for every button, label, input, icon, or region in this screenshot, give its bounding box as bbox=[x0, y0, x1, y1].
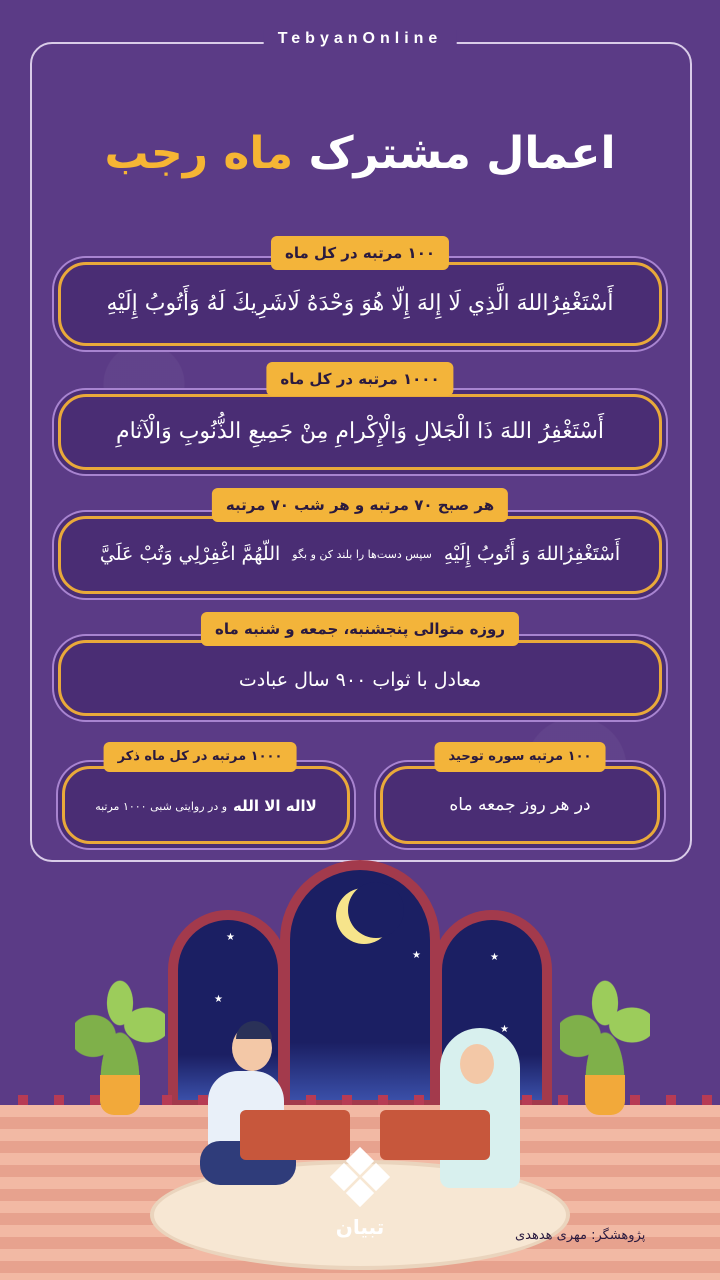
star-icon: ★ bbox=[412, 950, 421, 961]
page-title bbox=[0, 128, 720, 179]
fast-card bbox=[58, 640, 662, 716]
tag-1: ۱۰۰ مرتبه در کل ماه bbox=[271, 236, 449, 270]
dua-text-3b: اللّهُمَّ اغْفِرْلِي وَتُبْ عَلَيَّ bbox=[99, 543, 281, 565]
plant-icon bbox=[75, 970, 165, 1080]
dua-note-3: سپس دست‌ها را بلند کن و بگو bbox=[292, 547, 432, 561]
dua-card-3 bbox=[58, 516, 662, 594]
tawhid-card bbox=[380, 766, 660, 844]
star-icon: ★ bbox=[500, 1024, 509, 1035]
logo-text: تبیان bbox=[335, 1215, 385, 1239]
credit-text: پژوهشگر: مهری هدهدی bbox=[515, 1228, 646, 1243]
plant-icon bbox=[560, 970, 650, 1080]
star-icon: ★ bbox=[490, 952, 499, 963]
man-figure bbox=[200, 1025, 290, 1185]
brand-label: TebyanOnline bbox=[264, 30, 457, 48]
tag-tawhid: ۱۰۰ مرتبه سوره توحید bbox=[435, 742, 606, 772]
title-part1: اعمال مشترک bbox=[308, 128, 616, 179]
tag-zikr: ۱۰۰۰ مرتبه در کل ماه ذکر bbox=[104, 742, 297, 772]
zikr-row bbox=[65, 797, 347, 815]
zikr-card bbox=[62, 766, 350, 844]
fast-text: معادل با ثواب ۹۰۰ سال عبادت bbox=[238, 669, 482, 691]
woman-figure bbox=[430, 1028, 540, 1188]
dua-text-1: أَسْتَغْفِرُاللهَ الَّذِي لَا إِلهَ إِلّا هُوَ وَحْدَهُ لَاشَرِيكَ لَهُ وَأَتُوبُ إِلَيْهِ bbox=[106, 291, 614, 316]
dua-text-3a: أَسْتَغْفِرُاللهَ وَ أَتُوبُ إِلَيْهِ bbox=[443, 543, 621, 565]
dua-card-2 bbox=[58, 394, 662, 470]
zikr-note: و در روایتی شبی ۱۰۰۰ مرتبه bbox=[95, 799, 228, 813]
zikr-main: لااله الا الله bbox=[233, 797, 317, 815]
plant-pot-right bbox=[585, 1075, 625, 1115]
dua-row-3 bbox=[61, 543, 659, 565]
tebyan-logo-icon bbox=[320, 1145, 400, 1245]
tag-2: ۱۰۰۰ مرتبه در کل ماه bbox=[266, 362, 453, 396]
star-icon: ★ bbox=[226, 932, 235, 943]
tawhid-text: در هر روز جمعه ماه bbox=[449, 795, 591, 815]
title-part2: ماه رجب bbox=[104, 128, 294, 179]
moon-icon bbox=[336, 888, 392, 944]
dua-card-1 bbox=[58, 262, 662, 346]
dua-text-2: أَسْتَغْفِرُ اللهَ ذَا الْجَلالِ وَالْإِكْرامِ مِنْ جَمِيعِ الذُّنُوبِ وَالْآثامِ bbox=[115, 419, 605, 444]
tag-3: هر صبح ۷۰ مرتبه و هر شب ۷۰ مرتبه bbox=[212, 488, 508, 522]
plant-pot-left bbox=[100, 1075, 140, 1115]
star-icon: ★ bbox=[214, 994, 223, 1005]
tag-4: روزه متوالی پنجشنبه، جمعه و شنبه ماه bbox=[201, 612, 519, 646]
